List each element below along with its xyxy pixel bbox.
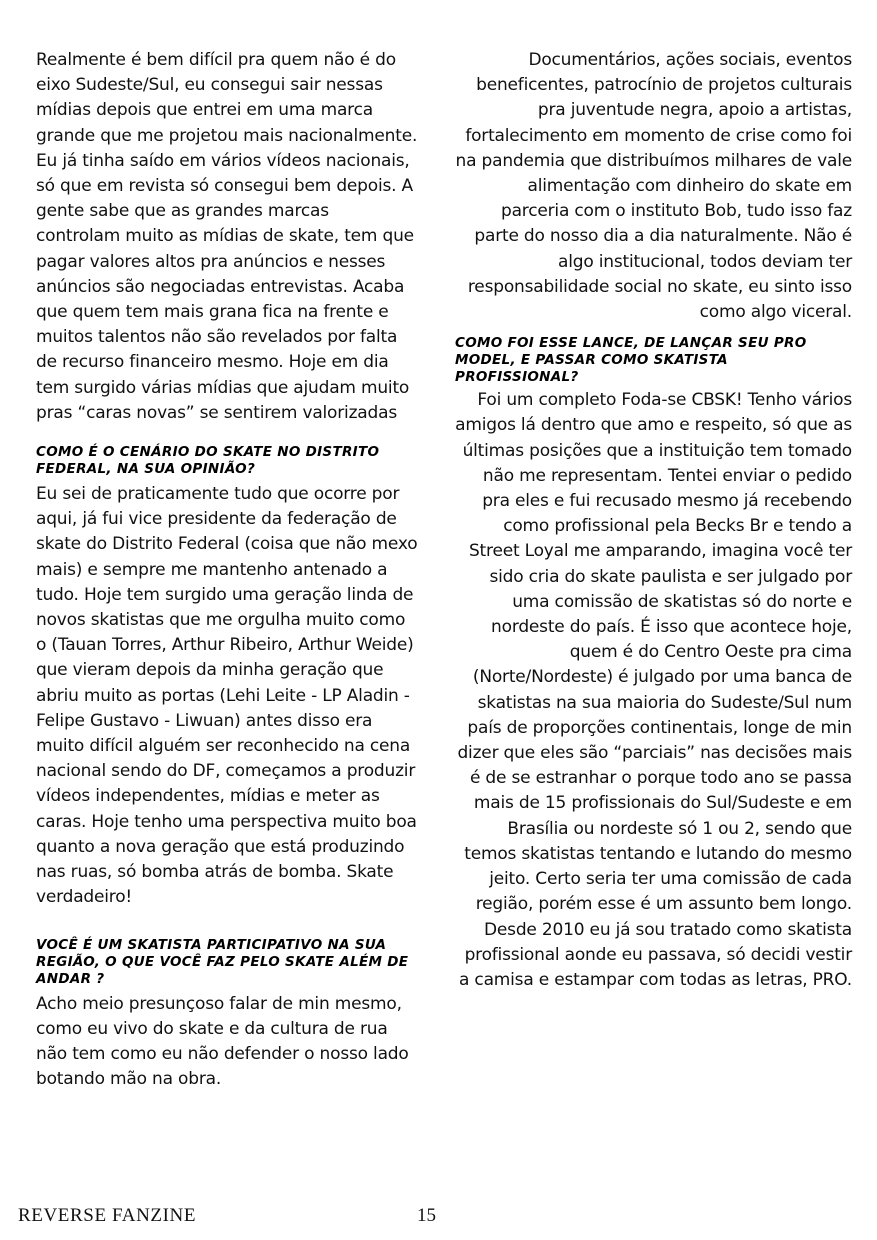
question-heading-district-scene: COMO É O CENÁRIO DO SKATE NO DISTRITO FEDERAL, NA SUA OPINIÃO? xyxy=(36,444,380,478)
answer-pro-model: Foi um completo Foda-se CBSK! Tenho vários amigos lá dentro que amo e respeito, só que as últimas posições que a instituição tem tomado não me representam. Tentei enviar o pedido pra eles e fui recusado mesmo já recebendo como profissional pela Becks Br e tendo a Street Loyal me amparando, imagina você ter sido cria do skate paulista e ser julgado por uma comissão de skatistas só do norte e nordeste do país. É isso que acontece hoje, quem é do Centro Oeste pra cima (Norte/Nordeste) é julgado por uma banca de skatistas na sua maioria do Sudeste/Sul num país de proporções continentais, longe de min dizer que eles são “parciais” nas decisões mais é de se estranhar o porque todo ano se passa mais de 15 profissionais do Sul/Sudeste e em Brasília ou nordeste só 1 ou 2, sendo que temos skatistas tentando e lutando do mesmo jeito. Certo seria ter uma comissão de cada região, porém esse é um assunto bem longo. Desde 2010 eu já sou tratado como skatista profissional aonde eu passava, só decidi vestir a camisa e estampar com todas as letras, PRO. xyxy=(455,390,852,990)
question-heading-pro-model: COMO FOI ESSE LANCE, DE LANÇAR SEU PRO MODEL, E PASSAR COMO SKATISTA PROFISSIONAL? xyxy=(455,335,807,386)
publication-name: REVERSE FANZINE xyxy=(18,1205,197,1226)
intro-paragraph: Realmente é bem difícil pra quem não é do eixo Sudeste/Sul, eu consegui sair nessas mídias depois que entrei em uma marca grande que me projetou mais nacionalmente. Eu já tinha saído em vários vídeos nacionais, só que em revista só consegui bem depois. A gente sabe que as grandes marcas controlam muito as mídias de skate, tem que pagar valores altos pra anúncios e nesses anúncios são negociadas entrevistas. Acaba que quem tem mais grana fica na frente e muitos talentos não são revelados por falta de recurso financeiro mesmo. Hoje em dia tem surgido várias mídias que ajudam muito pras “caras novas” se sentirem valorizadas xyxy=(36,50,418,423)
answer-participation: Acho meio presunçoso falar de min mesmo, como eu vivo do skate e da cultura de rua não tem como eu não defender o nosso lado botando mão na obra. xyxy=(36,993,409,1090)
answer-district-scene: Eu sei de praticamente tudo que ocorre por aqui, já fui vice presidente da federação de skate do Distrito Federal (coisa que não mexo mais) e sempre me mantenho antenado a tudo. Hoje tem surgido uma geração linda de novos skatistas que me orgulha muito como o (Tauan Torres, Arthur Ribeiro, Arthur Weide) que vieram depois da minha geração que abriu muito as portas (Lehi Leite - LP Aladin - Felipe Gustavo - Liwuan) antes disso era muito difícil alguém ser reconhecido na cena nacional sendo do DF, começamos a produzir vídeos independentes, mídias e meter as caras. Hoje tenho uma perspectiva muito boa quanto a nova geração que está produzindo nas ruas, só bomba atrás de bomba. Skate verdadeiro! xyxy=(36,484,418,908)
question-heading-participation: VOCÊ É UM SKATISTA PARTICIPATIVO NA SUA REGIÃO, O QUE VOCÊ FAZ PELO SKATE ALÉM DE ANDAR ? xyxy=(36,936,409,987)
left-column xyxy=(36,48,418,1092)
answer-participation-continued: Documentários, ações sociais, eventos beneficentes, patrocínio de projetos culturais pra juventude negra, apoio a artistas, fortalecimento em momento de crise como foi na pandemia que distribuímos milhares de vale alimentação com dinheiro do skate em parceria com o instituto Bob, tudo isso faz parte do nosso dia a dia naturalmente. Não é algo institucional, todos deviam ter responsabilidade social no skate, eu sinto isso como algo viceral. xyxy=(455,50,852,323)
right-column xyxy=(455,48,852,993)
page-number: 15 xyxy=(417,1205,436,1226)
